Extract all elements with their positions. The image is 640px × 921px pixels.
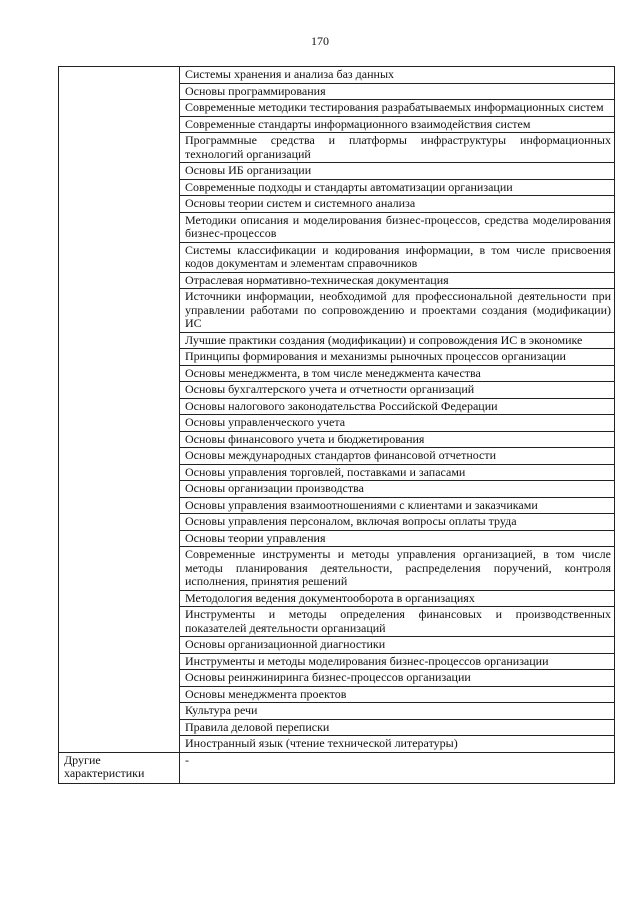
table-body	[59, 67, 615, 784]
knowledge-item: Культура речи	[180, 703, 615, 720]
knowledge-item: Лучшие практики создания (модификации) и сопровождения ИС в экономике	[180, 332, 615, 349]
knowledge-item: Системы хранения и анализа баз данных	[180, 67, 615, 84]
knowledge-item: Инструменты и методы определения финансовых и производственных показателей деятельности организаций	[180, 607, 615, 637]
knowledge-item: Инструменты и методы моделирования бизнес-процессов организации	[180, 653, 615, 670]
knowledge-item: Основы ИБ организации	[180, 163, 615, 180]
other-characteristics-label: Другие характеристики	[59, 752, 180, 783]
knowledge-item: Основы международных стандартов финансовой отчетности	[180, 448, 615, 465]
knowledge-item: Основы организации производства	[180, 481, 615, 498]
knowledge-item: Современные подходы и стандарты автоматизации организации	[180, 179, 615, 196]
knowledge-label-cell	[59, 67, 180, 753]
knowledge-item: Основы организационной диагностики	[180, 637, 615, 654]
knowledge-item: Современные методики тестирования разрабатываемых информационных систем	[180, 100, 615, 117]
knowledge-item: Основы управления торговлей, поставками и запасами	[180, 464, 615, 481]
knowledge-item: Современные инструменты и методы управления организацией, в том числе методы планирования деятельности, распределения поручений, контроля исполнения, принятия решений	[180, 547, 615, 591]
knowledge-item: Основы управления взаимоотношениями с клиентами и заказчиками	[180, 497, 615, 514]
knowledge-item: Правила деловой переписки	[180, 719, 615, 736]
knowledge-item: Иностранный язык (чтение технической литературы)	[180, 736, 615, 753]
other-characteristics-value: -	[180, 752, 615, 783]
knowledge-item: Отраслевая нормативно-техническая документация	[180, 272, 615, 289]
knowledge-item: Основы управленческого учета	[180, 415, 615, 432]
page-number: 170	[311, 34, 329, 48]
knowledge-item: Основы менеджмента, в том числе менеджмента качества	[180, 365, 615, 382]
table-row	[59, 67, 615, 84]
knowledge-item: Основы управления персоналом, включая вопросы оплаты труда	[180, 514, 615, 531]
knowledge-item: Методики описания и моделирования бизнес-процессов, средства моделирования бизнес-процессов	[180, 212, 615, 242]
knowledge-item: Системы классификации и кодирования информации, в том числе присвоения кодов документам и элементам справочников	[180, 242, 615, 272]
knowledge-item: Основы теории управления	[180, 530, 615, 547]
knowledge-item: Источники информации, необходимой для профессиональной деятельности при управлении работами по сопровождению и проектами создания (модификации) ИС	[180, 289, 615, 333]
knowledge-item: Основы программирования	[180, 83, 615, 100]
other-characteristics-row	[59, 752, 615, 783]
knowledge-item: Основы менеджмента проектов	[180, 686, 615, 703]
knowledge-item: Современные стандарты информационного взаимодействия систем	[180, 116, 615, 133]
knowledge-item: Принципы формирования и механизмы рыночных процессов организации	[180, 349, 615, 366]
knowledge-item: Основы бухгалтерского учета и отчетности организаций	[180, 382, 615, 399]
knowledge-item: Основы реинжиниринга бизнес-процессов организации	[180, 670, 615, 687]
knowledge-item: Основы финансового учета и бюджетирования	[180, 431, 615, 448]
knowledge-item: Программные средства и платформы инфраструктуры информационных технологий организаций	[180, 133, 615, 163]
knowledge-item: Основы теории систем и системного анализа	[180, 196, 615, 213]
knowledge-table	[58, 66, 615, 784]
knowledge-item: Методология ведения документооборота в организациях	[180, 590, 615, 607]
knowledge-item: Основы налогового законодательства Российской Федерации	[180, 398, 615, 415]
